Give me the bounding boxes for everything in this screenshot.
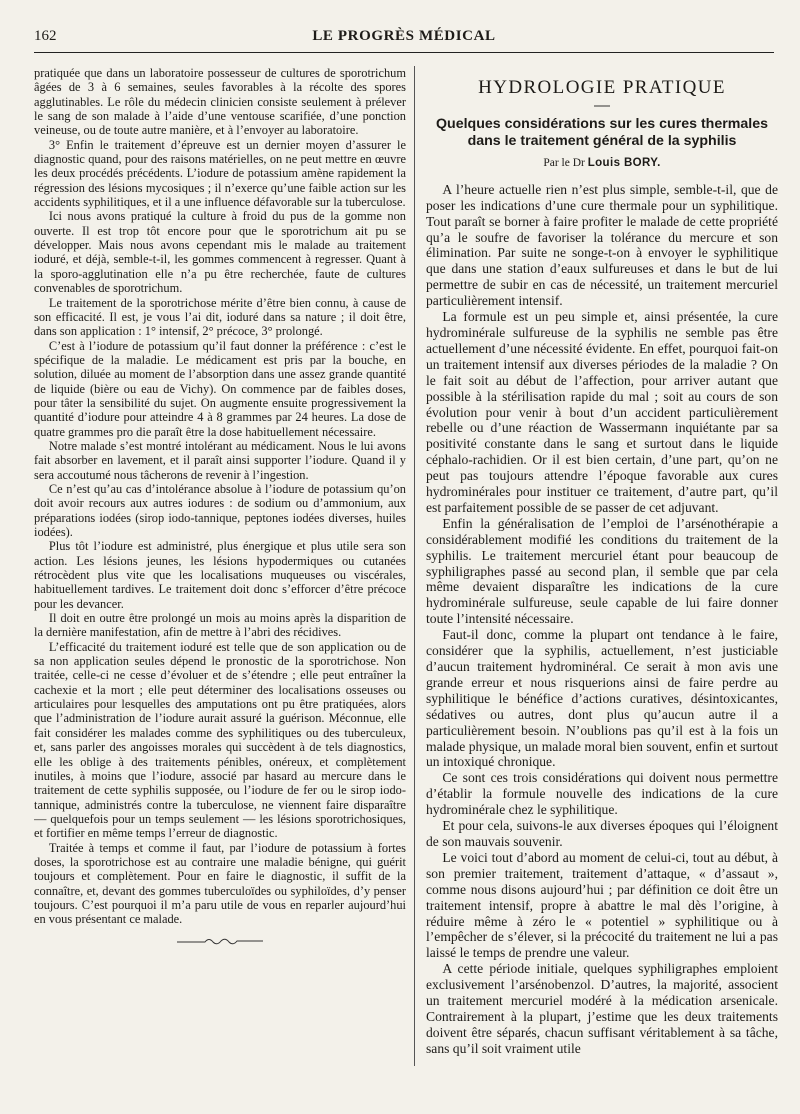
end-flourish-ornament <box>34 935 406 945</box>
column-separator <box>414 66 415 1066</box>
paragraph: Ici nous avons pratiqué la culture à froid du pus de la gomme non ouverte. Il est trop tôt encore pour que le sporotrichum ait pu se développer. Mais nous avons cependant mis le malade au traitement ioduré, et déjà, semble-t-il, les gommes commencent à regresser. Quant à la sporo-agglutination elle n’a pu être recherchée, faute de cultures convenables de sporotrichum. <box>34 209 406 296</box>
paragraph: Traitée à temps et comme il faut, par l’iodure de potassium à fortes doses, la sporotrichose est au contraire une maladie bénigne, qui guérit toujours et complètement. Pour en faire le diagnostic, il suffit de la connaître, et, devant des gommes tuberculoïdes ou syphiloïdes, d’y penser toujours. C’est pourquoi il m’a paru utile de vous en reparler aujourd’hui en vous présentant ce malade. <box>34 840 406 927</box>
left-column <box>34 66 406 1072</box>
paragraph: Le voici tout d’abord au moment de celui-ci, tout au début, à son premier traitement, traitement d’attaque, « d’assaut », comme nous disons aujourd’hui ; par définition ce doit être un traitement intensif, propre à abattre le mal dès l’origine, à réduire même à zéro le « potentiel » syphilitique ou à l’empêcher de s’élever, si la précocité du traitement ne lui a pas laissé le temps de prendre une valeur. <box>426 849 778 961</box>
paragraph: Il doit en outre être prolongé un mois au moins après la disparition de la dernière manifestation, afin de mettre à l’abri des récidives. <box>34 611 406 640</box>
byline <box>426 156 778 172</box>
paragraph: Enfin la généralisation de l’emploi de l’arsénothérapie a considérablement modifié les conditions du traitement de la syphilis. Le traitement mercuriel étant pour beaucoup de syphiligraphes passé au second plan, il semble que par cela même devaient disparaître les indications de la cure hydrominérale sulfureuse, seule capable de lui faire donner toute l’intensité nécessaire. <box>426 515 778 627</box>
paragraph: Faut-il donc, comme la plupart ont tendance à le faire, considérer que la syphilis, actuellement, n’est justiciable d’aucun traitement hydrominéral. Ce serait à mon avis une grande erreur et nous risquerions ainsi de faire perdre au syphilitique le bénéfice d’actions curatives, désintoxicantes, sédatives ou autres, dont plus qu’aucun autre il a particulièrement besoin. N’oublions pas qu’il est à la fois un malade physique, un malade moral bien souvent, enfin et surtout un intoxiqué chronique. <box>426 627 778 770</box>
paragraph: A cette période initiale, quelques syphiligraphes emploient exclusivement l’arsénobenzol. D’autres, la majorité, associent un traitement mercuriel modéré à la médication arsenicale. Contrairement à la plupart, j’estime que les deux traitements doivent être séparés, chacun suffisant véritablement à sa tâche, sans qu’il soit vraiment utile <box>426 961 778 1056</box>
paragraph: Ce sont ces trois considérations qui doivent nous permettre d’établir la formule nouvelle des indications de la cure hydrominérale chez le syphilitique. <box>426 770 778 818</box>
running-title: LE PROGRÈS MÉDICAL <box>312 28 496 44</box>
page-number: 162 <box>34 28 57 44</box>
byline-author: Louis BORY. <box>587 156 661 169</box>
paragraph: A l’heure actuelle rien n’est plus simple, semble-t-il, que de poser les indications d’une cure thermale pour un syphilitique. Tout paraît se borner à faire profiter le malade de cette propriété qu’a le soufre de favoriser la tolérance du mercure et son élimination. Par suite ne songe-t-on à envoyer le syphilitique que dans une station d’eaux sulfureuses et dans le but de lui permettre de subir en cas de nécessité, un traitement mercuriel particulièrement intensif. <box>426 181 778 309</box>
article-title: Quelques considérations sur les cures thermales dans le traitement général de la syphilis <box>436 115 768 149</box>
page-header <box>34 28 774 50</box>
section-title: HYDROLOGIE PRATIQUE <box>478 77 726 98</box>
paragraph: 3° Enfin le traitement d’épreuve est un dernier moyen d’assurer le diagnostic quand, pour des raisons matérielles, on ne peut mettre en œuvre les deux procédés précédents. L’iodure de potassium amène rapidement la régression des lésions mycosiques ; il n’exerce qu’une faible action sur les accidents syphilitiques, et il a une influence défavorable sur la tuberculose. <box>34 137 406 210</box>
right-column <box>426 66 778 1072</box>
paragraph: C’est à l’iodure de potassium qu’il faut donner la préférence : c’est le spécifique de la maladie. Le médicament est pris par la bouche, en solution, diluée au moment de l’absorption dans une assez grande quantité de liquide (bière ou eau de Vichy). On commence par de faibles doses, pour tâter la sensibilité du sujet. On augmente ensuite progressivement la quantité d’iodure pour atteindre 4 à 8 grammes par 24 heures. La dose de quatre grammes pro die paraît être la dose habituellement nécessaire. <box>34 338 406 439</box>
byline-prefix: Par le Dr <box>543 156 585 169</box>
paragraph: Le traitement de la sporotrichose mérite d’être bien connu, à cause de son efficacité. Il est, je vous l’ai dit, ioduré dans sa nature ; il doit être, dans son application : 1° intensif, 2° précoce, 3° prolongé. <box>34 295 406 339</box>
paragraph: Notre malade s’est montré intolérant au médicament. Nous le lui avons fait absorber en lavement, et il paraît ainsi supporter l’iodure. Quand il y sera accoutumé nous tâcherons de revenir à l’ingestion. <box>34 438 406 482</box>
paragraph: Plus tôt l’iodure est administré, plus énergique et plus utile sera son action. Les lésions jeunes, les lésions hypodermiques ou cutanées rétrocèdent plus vite que les localisations muqueuses ou viscérales, habituellement tardives. Le traitement doit donc s’efforcer d’être précoce pour les devancer. <box>34 539 406 611</box>
header-rule <box>34 52 774 53</box>
section-dash <box>426 98 778 108</box>
paragraph: L’efficacité du traitement ioduré est telle que de son application ou de sa non application seules dépend le pronostic de la sporotrichose. Non traitée, celle-ci ne cesse d’évoluer et de s’étendre ; elle peut entraîner la cachexie et la mort ; elle peut déterminer des localisations osseuses ou articulaires pour lesquelles des amputations ont pu être pratiquées, alors que l’administration de l’iodure aurait assuré la guérison. Méconnue, elle fait considérer les malades comme des syphilitiques ou des tuberculeux, et, sans parler des angoisses morales qui succèdent à de tels diagnostics, elle les oblige à des traitements pénibles, onéreux, et complètement inutiles, à moins que l’iodure, associé par hasard au mercure dans le traitement de cette syphilis supposée, ou l’iodure de fer ou le sirop iodo-tannique, administrés contre la tuberculose, ne viennent faire disparaître — quelquefois pour un temps seulement — les lésions sporotrichosiques, et fortifier en même temps l’erreur de diagnostic. <box>34 639 406 841</box>
paragraph: pratiquée que dans un laboratoire possesseur de cultures de sporotrichum âgées de 3 à 6 semaines, seules favorables à la récolte des spores agglutinables. Le rôle du médecin clinicien consiste seulement à prélever le sang de son malade à l’aide d’une ventouse scarifiée, d’une ponction veineuse, ou de toute autre manière, et à l’envoyer au laboratoire. <box>34 66 406 138</box>
paragraph: La formule est un peu simple et, ainsi présentée, la cure hydrominérale sulfureuse de la syphilis ne semble pas être actuellement d’une nécessité évidente. En effet, pourquoi fait-on un traitement intensif aux diverses périodes de la maladie ? On le fait soit au début de l’affection, pour arriver autant que possible à la stérilisation rapide du mal ; soit au cours de son évolution pour venir à bout d’un accident particulièrement rebelle ou d’une réaction de Wassermann inquiétante par sa positivité constante dans le sang et surtout dans le liquide céphalo-rachidien. Or il est bien certain, d’une part, qu’on ne peut pas toujours attendre l’époque favorable aux cures hydrominérales pour instituer ce traitement, d’autre part, qu’il est parfaitement possible de se passer de cet adjuvant. <box>426 309 778 515</box>
paragraph: Et pour cela, suivons-le aux diverses époques qui l’éloignent de son mauvais souvenir. <box>426 818 778 849</box>
paragraph: Ce n’est qu’au cas d’intolérance absolue à l’iodure de potassium qu’on doit avoir recours aux autres iodures : de sodium ou d’ammonium, aux préparations iodées (sirop iodo-tannique, peptones iodées diverses, huiles iodées). <box>34 481 406 539</box>
